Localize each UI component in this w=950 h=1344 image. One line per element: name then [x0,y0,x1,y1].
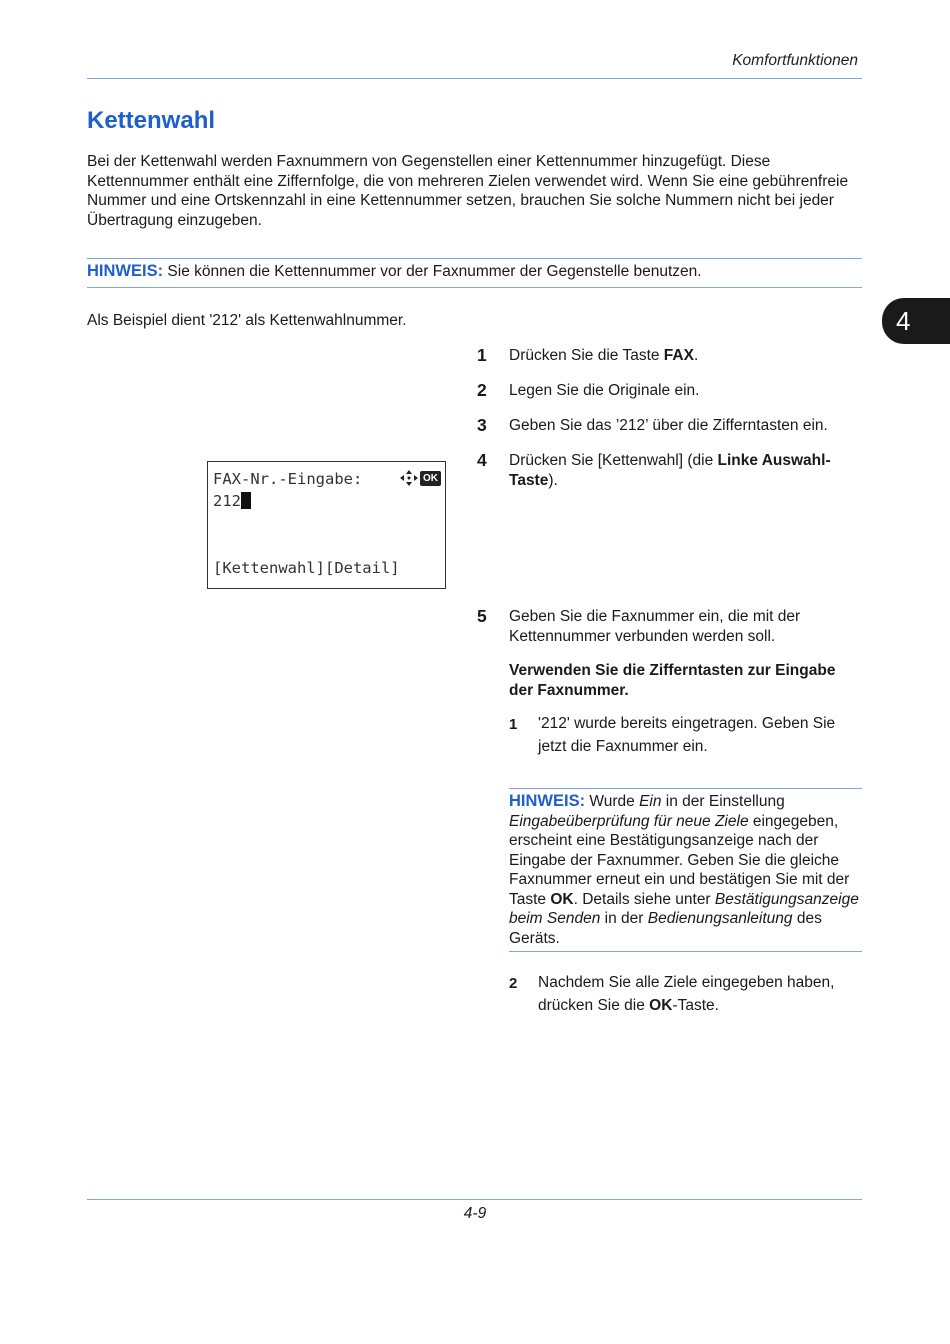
hinweis-label: HINWEIS: [87,262,164,280]
step-3-number: 3 [477,415,487,435]
hinweis-text: Sie können die Kettennummer vor der Faxnummer der Gegenstelle benutzen. [167,263,702,280]
header-rule [87,78,862,79]
lcd-icons [400,470,441,486]
substep-2-text: Nachdem Sie alle Ziele eingegeben haben, drücken Sie die OK-Taste. [538,974,835,1014]
step-5-instruction: Verwenden Sie die Zifferntasten zur Eingabe der Faxnummer. [509,662,836,699]
page-number: 4-9 [463,1205,487,1222]
step-2-number: 2 [477,380,487,400]
step-1-number: 1 [477,345,487,365]
note2-rule-top [509,788,862,789]
cross-arrows-icon [400,470,418,486]
step-4-number: 4 [477,450,487,470]
lcd-line-title: FAX-Nr.-Eingabe: [213,470,363,488]
lcd-screen [207,461,446,589]
note-hinweis-1 [87,262,702,281]
running-header: Komfortfunktionen [732,52,858,69]
substep-1-number: 1 [509,716,518,733]
chapter-tab: 4 [882,298,950,344]
step-2-text: Legen Sie die Originale ein. [509,382,700,399]
step-1-text: Drücken Sie die Taste FAX. [509,347,699,364]
note-rule-top [87,258,862,259]
intro-paragraph: Bei der Kettenwahl werden Faxnummern von Gegenstellen einer Kettennummer hinzugefügt. Diese Kettennummer enthält eine Ziffernfolge, die von mehreren Zielen verwendet wird. Wenn Sie eine gebührenfreie Nummer und eine Ortskennzahl in eine Kettennummer setzen, brauchen Sie solche Nummern nicht bei jeder Übertragung einzugeben. [87,153,849,229]
step-4-text: Drücken Sie [Kettenwahl] (die Linke Auswahl-Taste). [509,452,831,489]
step-5-number: 5 [477,606,487,626]
section-title: Kettenwahl [87,107,216,134]
lcd-number-value: 212 [213,492,241,510]
step-3-text: Geben Sie das ’212’ über die Zifferntasten ein. [509,417,828,434]
note2-rule-bottom [509,951,862,952]
note-rule-bottom [87,287,862,288]
ok-icon: OK [420,471,441,486]
footer-rule [87,1199,862,1200]
substep-2-number: 2 [509,975,518,992]
lcd-line-number [213,492,251,510]
cursor-block [241,492,251,509]
note-hinweis-2: HINWEIS: Wurde Ein in der Einstellung Eingabeüberprüfung für neue Ziele eingegeben, erscheint eine Bestätigungsanzeige nach der Eingabe der Faxnummer. Geben Sie die gleiche Faxnummer erneut ein und bestätigen Sie mit der Taste OK. Details siehe unter Bestätigungsanzeige beim Senden in der Bedienungsanleitung des Geräts. [509,792,859,947]
example-text: Als Beispiel dient '212' als Kettenwahlnummer. [87,312,407,329]
substep-1-text: '212' wurde bereits eingetragen. Geben Sie jetzt die Faxnummer ein. [538,715,836,755]
lcd-softkeys: [Kettenwahl][Detail] [213,559,400,577]
step-5-text: Geben Sie die Faxnummer ein, die mit der Kettennummer verbunden werden soll. [509,608,801,645]
